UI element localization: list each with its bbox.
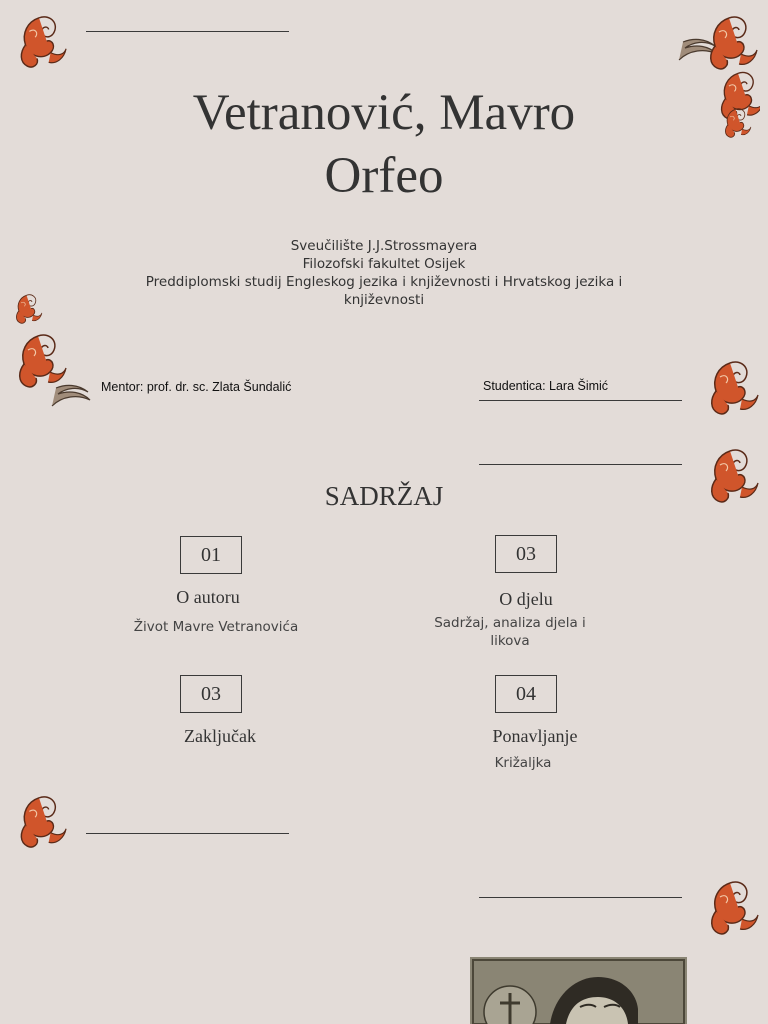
toc-item-title[interactable]: O autoru bbox=[176, 587, 240, 607]
faculty-name: Filozofski fakultet Osijek bbox=[302, 256, 466, 272]
toc-item-title[interactable]: Ponavljanje bbox=[492, 726, 578, 746]
toc-item-subtitle: Život Mavre Vetranovića bbox=[133, 619, 299, 635]
mentor-label: Mentor: prof. dr. sc. Zlata Šundalić bbox=[101, 380, 292, 394]
divider-line bbox=[479, 400, 682, 401]
title-line-1: Vetranović, Mavro bbox=[192, 85, 576, 141]
toc-heading: SADRŽAJ bbox=[324, 481, 444, 511]
university-name: Sveučilište J.J.Strossmayera bbox=[290, 238, 478, 254]
baroque-scroll-icon bbox=[10, 10, 68, 76]
toc-item-title[interactable]: Zaključak bbox=[184, 726, 256, 746]
toc-number-box: 03 bbox=[180, 675, 242, 713]
baroque-scroll-icon bbox=[10, 790, 68, 856]
study-programme: Preddiplomski studij Engleskog jezika i književnosti i Hrvatskog jezika i književnosti bbox=[145, 274, 623, 308]
toc-item-subtitle: Križaljka bbox=[494, 755, 552, 771]
page-title bbox=[0, 82, 768, 208]
portrait-engraving-image bbox=[470, 957, 687, 1024]
author-portrait bbox=[470, 957, 687, 1024]
divider-line bbox=[86, 31, 289, 32]
baroque-scroll-icon bbox=[700, 876, 760, 942]
title-line-2: Orfeo bbox=[324, 148, 444, 204]
baroque-scroll-icon bbox=[8, 292, 98, 422]
divider-line bbox=[479, 897, 682, 898]
toc-number-box: 04 bbox=[495, 675, 557, 713]
institution-block bbox=[134, 237, 634, 309]
toc-number-box: 03 bbox=[495, 535, 557, 573]
baroque-scroll-icon bbox=[700, 356, 760, 422]
toc-item-title[interactable]: O djelu bbox=[499, 589, 553, 609]
divider-line bbox=[479, 464, 682, 465]
toc-item-subtitle: Sadržaj, analiza djela i likova bbox=[434, 615, 586, 649]
toc-number-box: 01 bbox=[180, 536, 242, 574]
divider-line bbox=[86, 833, 289, 834]
student-label: Studentica: Lara Šimić bbox=[483, 379, 609, 393]
